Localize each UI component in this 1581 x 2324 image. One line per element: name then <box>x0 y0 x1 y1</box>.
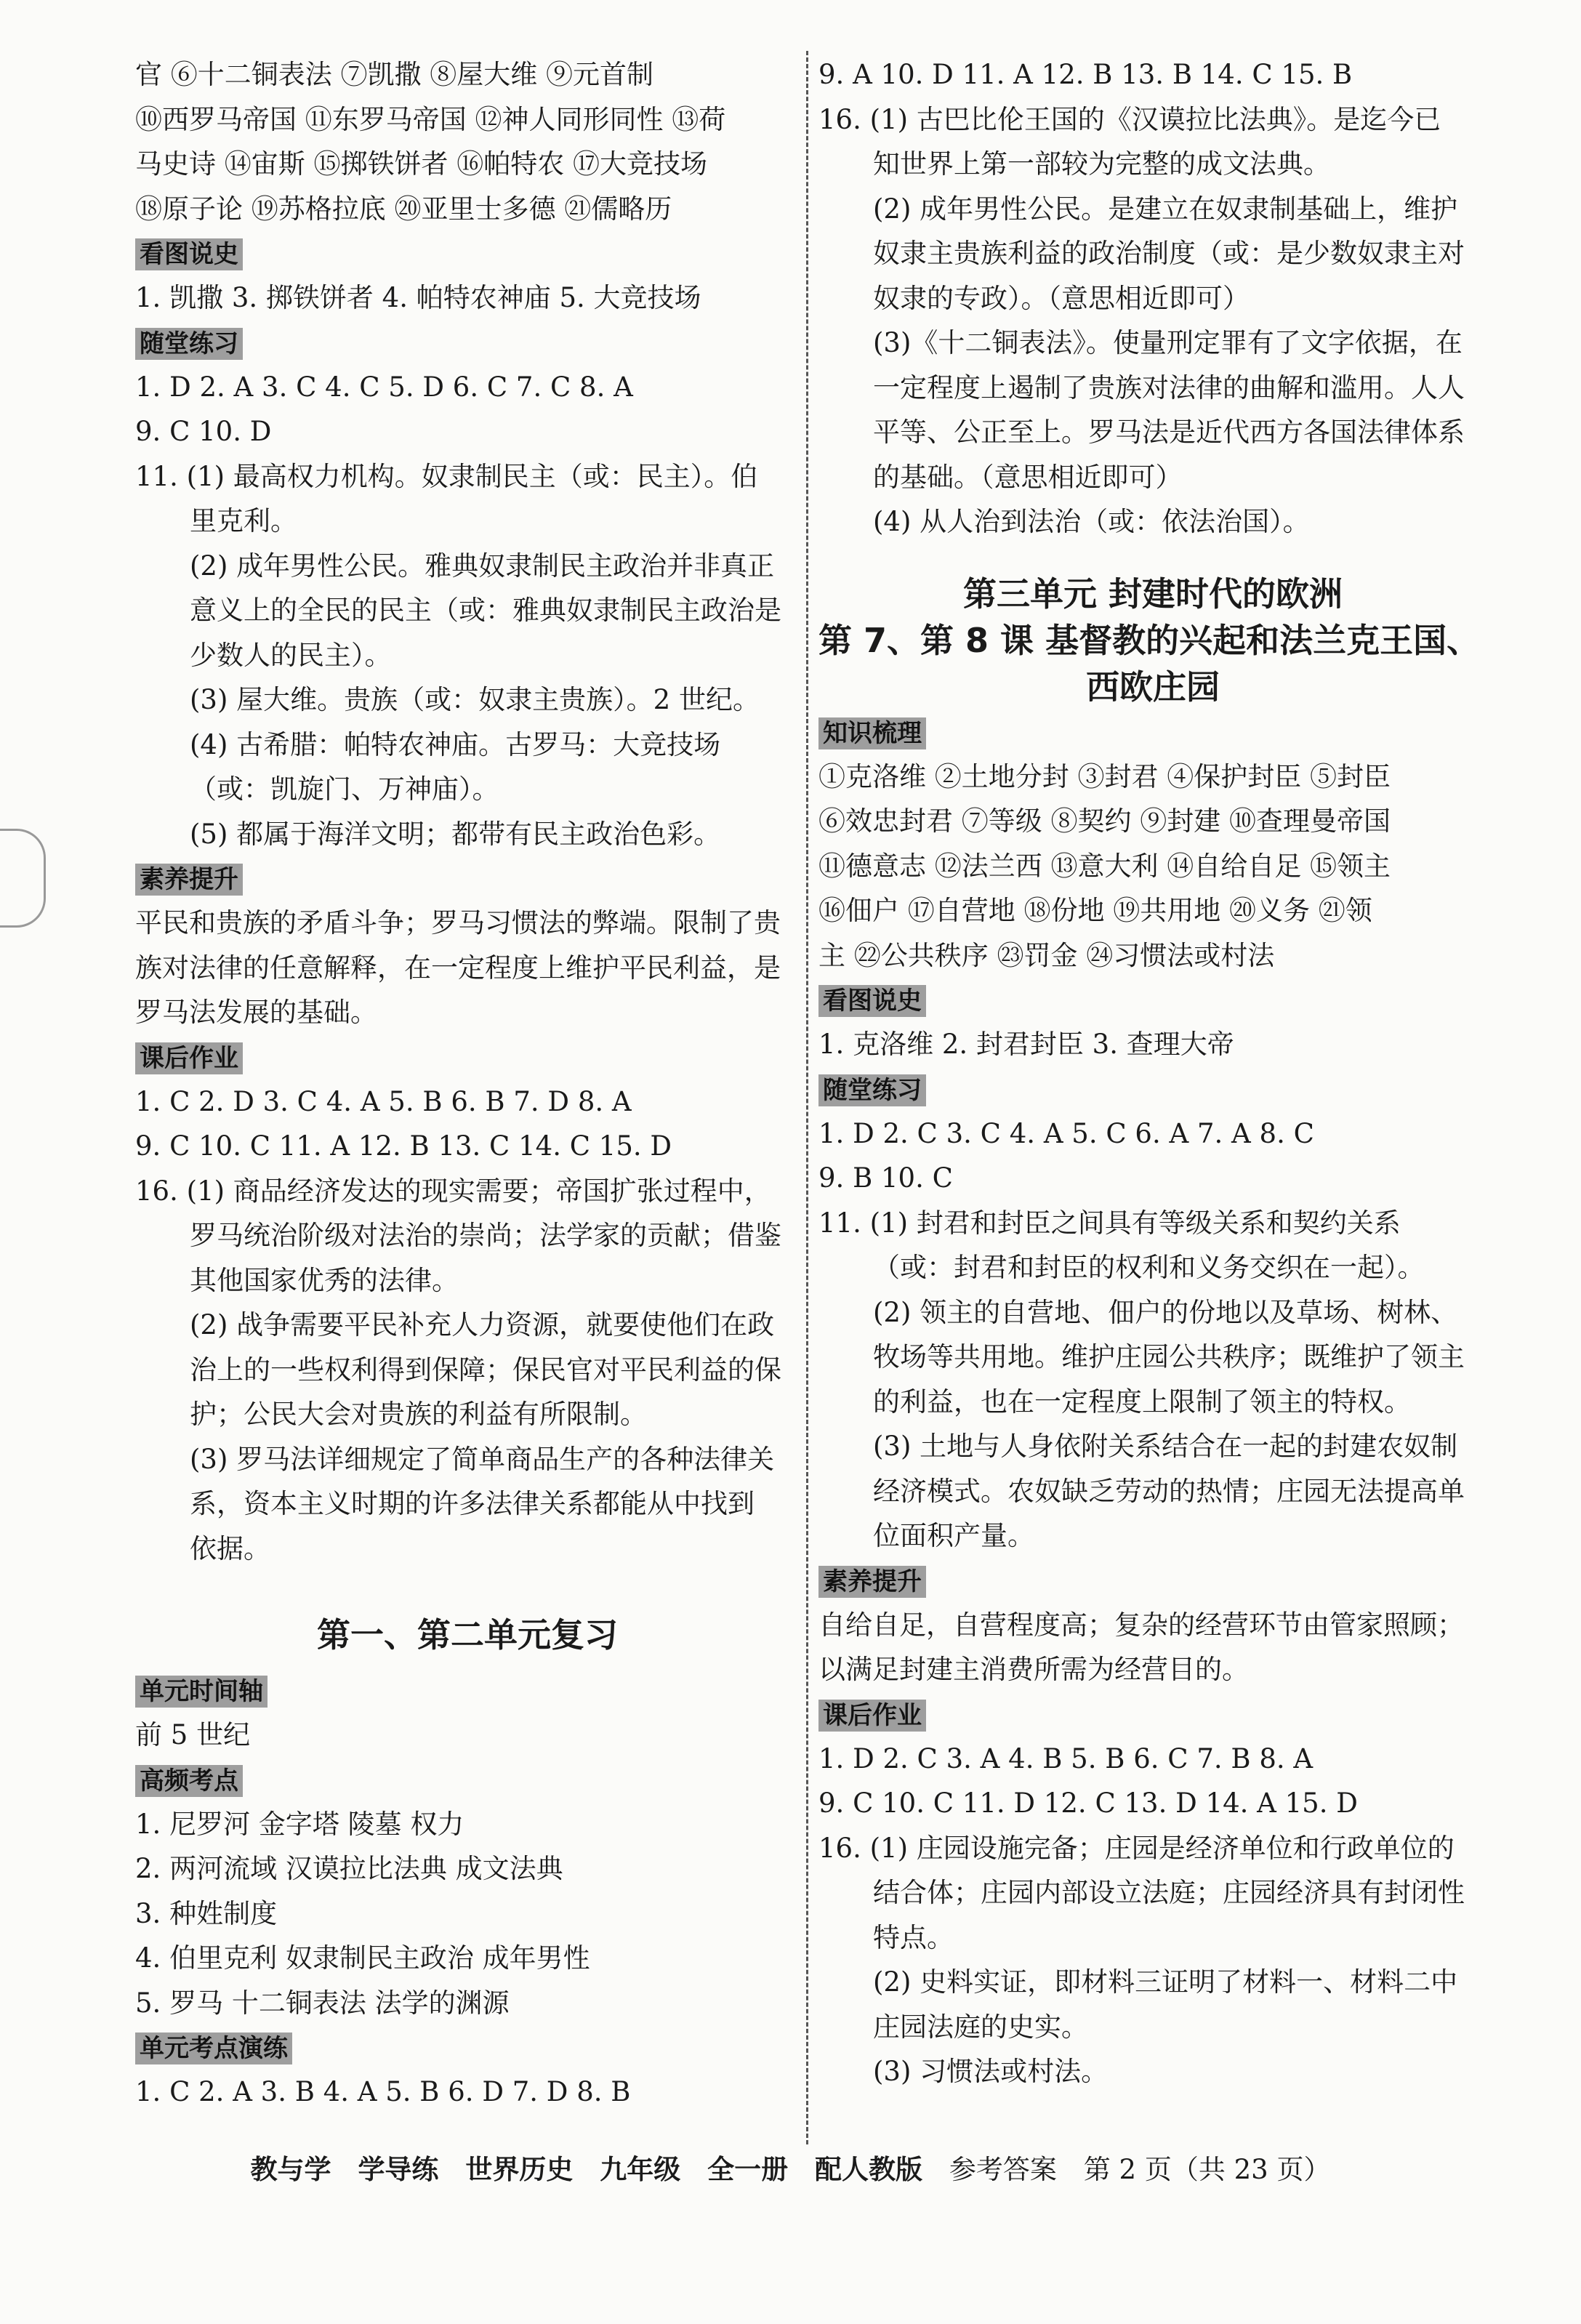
answer-line: 以满足封建主消费所需为经营目的。 <box>818 1654 1249 1685</box>
answer-line: 罗马法发展的基础。 <box>135 997 377 1028</box>
section-heading-yanlian: 单元考点演练 <box>135 2033 292 2064</box>
answer-line: (2) 史料实证，即材料三证明了材料一、材料二中 <box>873 1966 1458 1998</box>
answer-line: ①克洛维 ②土地分封 ③封君 ④保护封臣 ⑤封臣 <box>818 760 1391 792</box>
footer-volume: 全一册 <box>707 2154 789 2185</box>
answer-line: (2) 成年男性公民。雅典奴隶制民主政治并非真正 <box>190 550 775 582</box>
answer-line: 平等、公正至上。罗马法是近代西方各国法律体系 <box>873 417 1465 448</box>
section-heading-suitang: 随堂练习 <box>818 1074 926 1106</box>
lesson-title: 第 7、第 8 课 基督教的兴起和法兰克王国、 <box>818 620 1481 660</box>
section-heading-kehou: 课后作业 <box>818 1700 926 1732</box>
answer-line: 3. 种姓制度 <box>135 1897 278 1929</box>
section-heading-kehou: 课后作业 <box>135 1042 243 1074</box>
section-heading-suitang: 随堂练习 <box>135 328 243 360</box>
answer-line: 奴隶主贵族利益的政治制度（或：是少数奴隶主对 <box>873 238 1465 269</box>
section-heading-kantu: 看图说史 <box>818 985 926 1017</box>
answer-line: 庄园法庭的史实。 <box>873 2011 1088 2043</box>
answer-line: 马史诗 ⑭宙斯 ⑮掷铁饼者 ⑯帕特农 ⑰大竞技场 <box>135 148 708 180</box>
answer-line: ⑱原子论 ⑲苏格拉底 ⑳亚里士多德 ㉑儒略历 <box>135 193 672 225</box>
answer-line: 位面积产量。 <box>873 1520 1034 1551</box>
right-column <box>818 52 1487 2094</box>
answer-line: 结合体；庄园内部设立法庭；庄园经济具有封闭性 <box>873 1877 1465 1908</box>
answer-line: 16. (1) 商品经济发达的现实需要；帝国扩张过程中， <box>135 1175 771 1207</box>
choice-answers: 9. A 10. D 11. A 12. B 13. B 14. C 15. B <box>818 59 1353 90</box>
answer-line: 5. 罗马 十二铜表法 法学的渊源 <box>135 1987 510 2019</box>
answer-line: 11. (1) 最高权力机构。奴隶制民主（或：民主）。伯 <box>135 460 758 492</box>
binding-stamp <box>0 829 46 928</box>
choice-answers: 1. D 2. C 3. C 4. A 5. C 6. A 7. A 8. C <box>818 1117 1314 1149</box>
answer-line: (2) 战争需要平民补充人力资源，就要使他们在政 <box>190 1309 775 1340</box>
answer-line: 的利益，也在一定程度上限制了领主的特权。 <box>873 1386 1411 1418</box>
answer-line: 里克利。 <box>190 505 297 536</box>
answer-line: 1. 克洛维 2. 封君封臣 3. 查理大帝 <box>818 1029 1234 1060</box>
answer-line: （或：凯旋门、万神庙）。 <box>190 773 499 805</box>
answer-line: 前 5 世纪 <box>135 1719 251 1750</box>
answer-line: 16. (1) 古巴比伦王国的《汉谟拉比法典》。是迄今已 <box>818 103 1441 135</box>
answer-line: 经济模式。农奴缺乏劳动的热情；庄园无法提高单 <box>873 1475 1465 1507</box>
choice-answers: 9. C 10. D <box>135 416 272 447</box>
answer-line: 治上的一些权利得到保障；保民官对平民利益的保 <box>190 1354 781 1386</box>
answer-line: 4. 伯里克利 奴隶制民主政治 成年男性 <box>135 1942 590 1974</box>
answer-line: 11. (1) 封君和封臣之间具有等级关系和契约关系 <box>818 1207 1401 1239</box>
choice-answers: 1. C 2. A 3. B 4. A 5. B 6. D 7. D 8. B <box>135 2076 631 2107</box>
answer-line: 少数人的民主）。 <box>190 639 392 671</box>
answer-line: 1. 凯撒 3. 掷铁饼者 4. 帕特农神庙 5. 大竞技场 <box>135 282 701 313</box>
answer-line: 官 ⑥十二铜表法 ⑦凯撒 ⑧屋大维 ⑨元首制 <box>135 59 654 90</box>
footer-section: 参考答案 <box>949 2154 1057 2185</box>
answer-line: ⑯佃户 ⑰自营地 ⑱份地 ⑲共用地 ⑳义务 ㉑领 <box>818 895 1372 926</box>
answer-line: 平民和贵族的矛盾斗争；罗马习惯法的弊端。限制了贵 <box>135 907 781 938</box>
answer-line: (3) 习惯法或村法。 <box>873 2056 1109 2087</box>
choice-answers: 9. C 10. C 11. D 12. C 13. D 14. A 15. D <box>818 1788 1358 1819</box>
choice-answers: 9. C 10. C 11. A 12. B 13. C 14. C 15. D <box>135 1130 672 1162</box>
section-heading-kantu: 看图说史 <box>135 238 243 270</box>
choice-answers: 9. B 10. C <box>818 1162 953 1194</box>
answer-line: (3) 土地与人身依附关系结合在一起的封建农奴制 <box>873 1431 1458 1462</box>
page-footer <box>0 2152 1581 2188</box>
answer-line: 奴隶的专政）。（意思相近即可） <box>873 282 1250 314</box>
answer-line: 知世界上第一部较为完整的成文法典。 <box>873 148 1330 180</box>
answer-line: 特点。 <box>873 1921 954 1953</box>
answer-line: (3) 屋大维。贵族（或：奴隶主贵族）。2 世纪。 <box>190 684 760 715</box>
answer-line: 自给自足，自营程度高；复杂的经营环节由管家照顾； <box>818 1609 1464 1641</box>
answer-line: 护；公民大会对贵族的利益有所限制。 <box>190 1399 647 1430</box>
answer-line: ⑪德意志 ⑫法兰西 ⑬意大利 ⑭自给自足 ⑮领主 <box>818 850 1391 882</box>
choice-answers: 1. C 2. D 3. C 4. A 5. B 6. B 7. D 8. A <box>135 1085 632 1117</box>
answer-line: (2) 成年男性公民。是建立在奴隶制基础上，维护 <box>873 193 1458 225</box>
section-heading-suyang: 素养提升 <box>818 1566 926 1598</box>
answer-line: ⑩西罗马帝国 ⑪东罗马帝国 ⑫神人同形同性 ⑬荷 <box>135 103 726 135</box>
answer-line: 罗马统治阶级对法治的崇尚；法学家的贡献；借鉴 <box>190 1220 781 1251</box>
answer-line: 16. (1) 庄园设施完备；庄园是经济单位和行政单位的 <box>818 1832 1455 1864</box>
answer-line: (2) 领主的自营地、佃户的份地以及草场、树林、 <box>873 1296 1458 1328</box>
footer-grade: 九年级 <box>600 2154 681 2185</box>
section-heading-timeline: 单元时间轴 <box>135 1676 267 1708</box>
left-column <box>135 52 800 2115</box>
lesson-title-continued: 西欧庄园 <box>1086 667 1220 707</box>
footer-edition: 配人教版 <box>815 2154 922 2185</box>
answer-line: 2. 两河流域 汉谟拉比法典 成文法典 <box>135 1853 563 1884</box>
answer-line: 依据。 <box>190 1532 270 1564</box>
answer-line: 其他国家优秀的法律。 <box>190 1264 459 1296</box>
answer-line: (5) 都属于海洋文明；都带有民主政治色彩。 <box>190 818 721 850</box>
footer-series: 学导练 <box>358 2154 439 2185</box>
answer-line: 主 ㉒公共秩序 ㉓罚金 ㉔习惯法或村法 <box>818 939 1275 971</box>
answer-line: ⑥效忠封君 ⑦等级 ⑧契约 ⑨封建 ⑩查理曼帝国 <box>818 805 1391 837</box>
answer-line: 族对法律的任意解释，在一定程度上维护平民利益，是 <box>135 952 781 984</box>
answer-line: 牧场等共用地。维护庄园公共秩序；既维护了领主 <box>873 1341 1465 1372</box>
answer-line: (3)《十二铜表法》。使量刑定罪有了文字依据，在 <box>873 327 1463 358</box>
answer-line: (3) 罗马法详细规定了简单商品生产的各种法律关 <box>190 1443 775 1475</box>
answer-line: 1. 尼罗河 金字塔 陵墓 权力 <box>135 1808 464 1840</box>
choice-answers: 1. D 2. C 3. A 4. B 5. B 6. C 7. B 8. A <box>818 1742 1314 1774</box>
answer-line: 一定程度上遏制了贵族对法律的曲解和滥用。人人 <box>873 371 1465 403</box>
answer-line: (4) 古希腊：帕特农神庙。古罗马：大竞技场 <box>190 728 721 760</box>
column-divider <box>806 51 808 2144</box>
answer-line: 意义上的全民的民主（或：雅典奴隶制民主政治是 <box>190 595 781 626</box>
section-heading-zhishi: 知识梳理 <box>818 717 926 749</box>
page-number: 第 2 页（共 23 页） <box>1083 2154 1331 2185</box>
review-title: 第一、第二单元复习 <box>317 1615 618 1654</box>
choice-answers: 1. D 2. A 3. C 4. C 5. D 6. C 7. C 8. A <box>135 371 633 403</box>
answer-line: （或：封君和封臣的权利和义务交织在一起）。 <box>873 1252 1425 1283</box>
footer-brand: 教与学 <box>250 2154 331 2185</box>
answer-line: 系，资本主义时期的许多法律关系都能从中找到 <box>190 1488 755 1519</box>
answer-line: 的基础。（意思相近即可） <box>873 461 1183 493</box>
section-heading-gaopin: 高频考点 <box>135 1765 243 1797</box>
footer-subject: 世界历史 <box>465 2154 574 2185</box>
section-heading-suyang: 素养提升 <box>135 864 243 896</box>
answer-line: (4) 从人治到法治（或：依法治国）。 <box>873 506 1310 537</box>
unit-title: 第三单元 封建时代的欧洲 <box>962 574 1343 614</box>
